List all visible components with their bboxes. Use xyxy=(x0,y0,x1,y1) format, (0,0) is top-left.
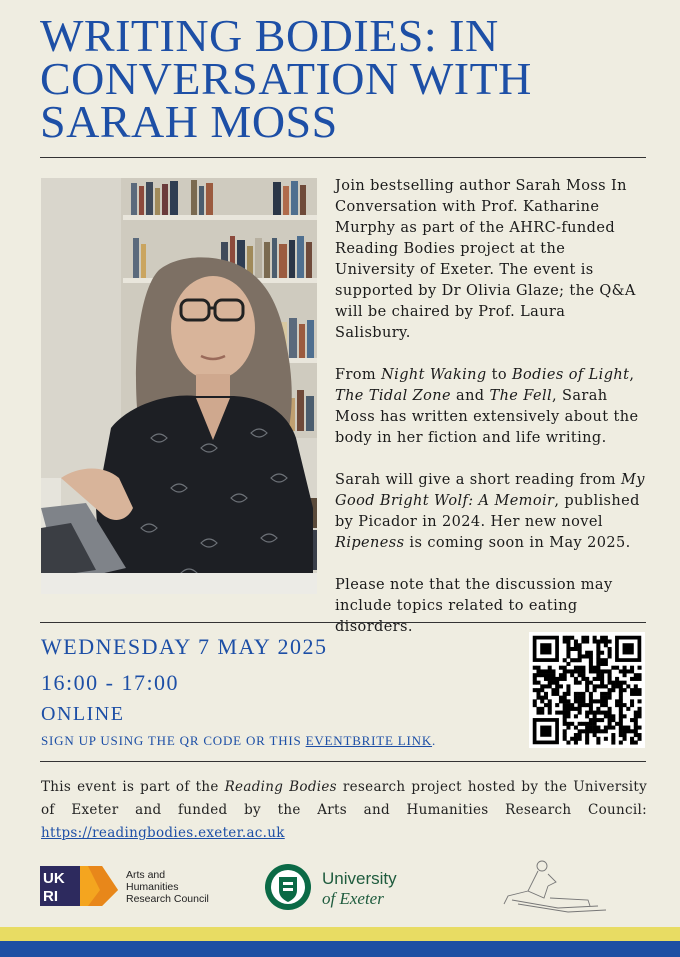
intro-paragraph: Join bestselling author Sarah Moss In Conversation with Prof. Katharine Murphy as part of the AHRC-funded Reading Bodies project at the University of Exeter. The event is supported by Dr Olivia Glaze; the Q&A will be chaired by Prof. Laura Salisbury. xyxy=(335,178,636,341)
footer-band-yellow xyxy=(0,927,680,941)
eventbrite-link[interactable]: EVENTBRITE LINK xyxy=(305,733,433,748)
event-date: WEDNESDAY 7 MAY 2025 xyxy=(41,634,328,659)
project-website-link[interactable]: https://readingbodies.exeter.ac.uk xyxy=(41,825,285,841)
works-paragraph: From Night Waking to Bodies of Light, The Tidal Zone and The Fell, Sarah Moss has written extensively about the body in her fiction and life writing. xyxy=(335,367,639,446)
footer-band-blue xyxy=(0,941,680,957)
event-divider-top xyxy=(40,622,646,623)
signup-line: SIGN UP USING THE QR CODE OR THIS EVENTBRITE LINK. xyxy=(41,733,437,748)
event-time: 16:00 - 17:00 xyxy=(41,670,180,695)
university-of-exeter-logo xyxy=(264,862,414,912)
author-photo xyxy=(41,178,317,594)
content-note: Please note that the discussion may include topics related to eating disorders. xyxy=(335,577,613,635)
event-divider-bottom xyxy=(40,761,646,762)
ahrc-line-3: Research Council xyxy=(126,893,209,905)
qr-code[interactable] xyxy=(529,632,645,748)
ahrc-line-2: Humanities xyxy=(126,881,179,893)
svg-text:UK: UK xyxy=(43,870,65,887)
event-location: ONLINE xyxy=(41,703,125,725)
ahrc-line-1: Arts and xyxy=(126,869,166,881)
footer-text: This event is part of the Reading Bodies research project hosted by the University of Exeter and funded by the Arts and Humanities Research Council: https://readingbodies.exeter.ac.uk xyxy=(41,779,648,841)
title-divider xyxy=(40,157,646,158)
exeter-line-1: University xyxy=(322,869,397,888)
description xyxy=(335,176,645,659)
exeter-line-2: of Exeter xyxy=(322,889,384,908)
ukri-ahrc-logo xyxy=(40,862,220,910)
reading-paragraph: Sarah will give a short reading from My Good Bright Wolf: A Memoir, published by Picador in 2024. Her new novel Ripeness is coming soon in May 2025. xyxy=(335,472,645,551)
svg-text:RI: RI xyxy=(43,888,58,905)
reading-figure-illustration xyxy=(498,856,608,916)
poster-title: WRITING BODIES: IN CONVERSATION WITH SARAH MOSS xyxy=(40,10,532,147)
